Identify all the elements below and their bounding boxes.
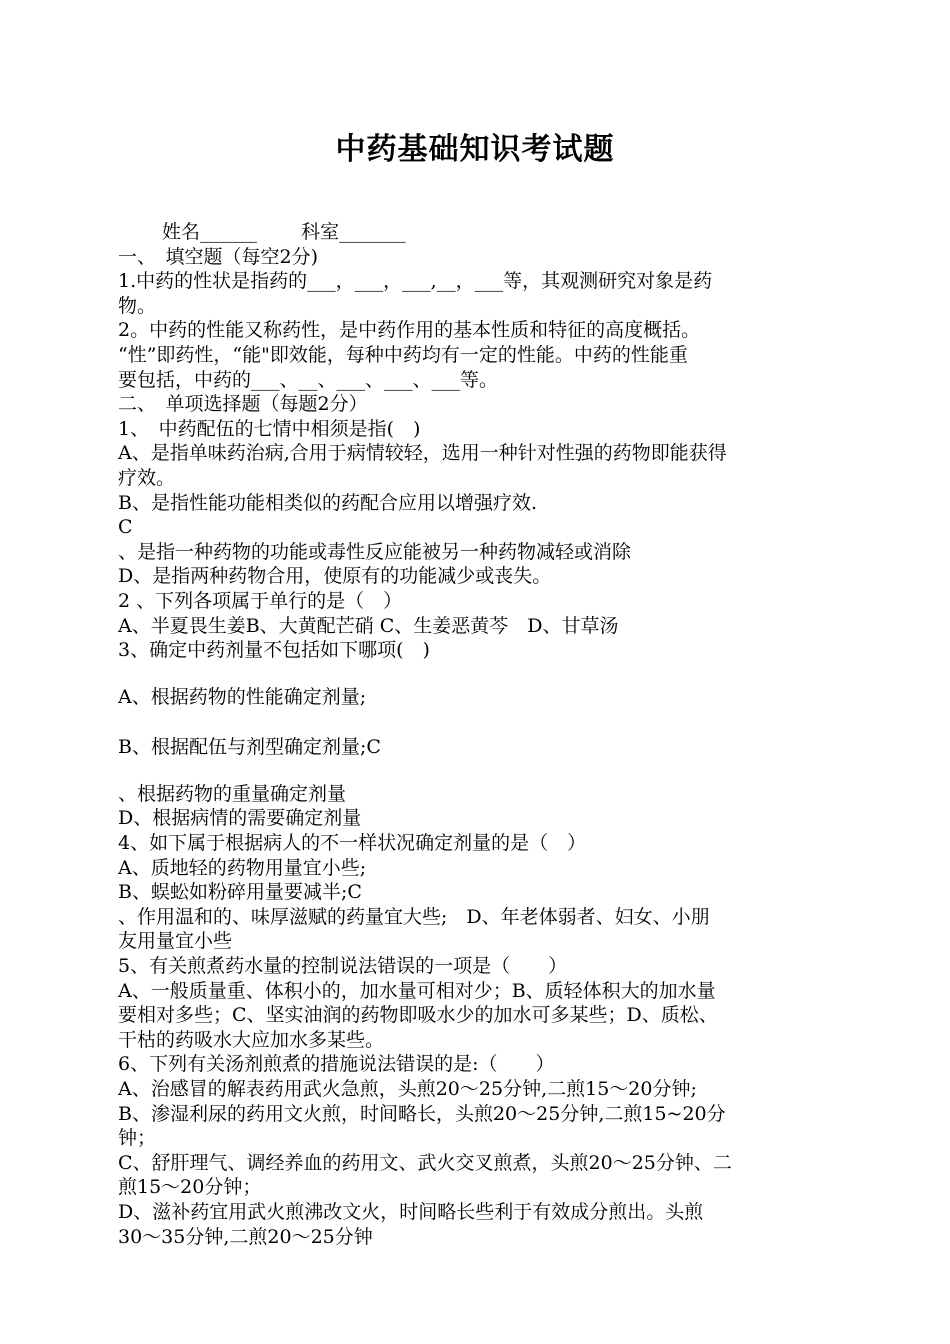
text-line: 物。 (118, 294, 157, 317)
option-line: A、质地轻的药物用量宜小些; (118, 856, 367, 879)
option-line: D、根据病情的需要确定剂量 (118, 807, 362, 830)
name-department-line: 姓名______ 科室_______ (118, 221, 406, 243)
text-line: 1.中药的性状是指药的___，___，___,__，___等，其观测研究对象是药 (118, 270, 713, 293)
option-line: 30～35分钟,二煎20～25分钟 (118, 1225, 373, 1248)
option-line: 煎15～20分钟； (118, 1176, 262, 1199)
option-line: A、根据药物的性能确定剂量; (118, 685, 367, 708)
option-line: 干枯的药吸水大应加水多某些。 (118, 1028, 385, 1051)
spacer (118, 663, 838, 685)
page-title: 中药基础知识考试题 (335, 132, 615, 167)
option-line: 、是指一种药物的功能或毒性反应能被另一种药物减轻或消除 (118, 540, 632, 563)
option-line: B、蜈蚣如粉碎用量要减半;C (118, 881, 362, 904)
option-line: B、渗湿利尿的药用文火煎，时间略长，头煎20～25分钟,二煎15~20分 (118, 1102, 726, 1125)
question-line: 2 、下列各项属于单行的是（ ） (118, 589, 403, 612)
option-line: A、半夏畏生姜B、大黄配芒硝 C、生姜恶黄芩 D、甘草汤 (118, 614, 619, 637)
option-line: D、是指两种药物合用，使原有的功能减少或丧失。 (118, 565, 552, 588)
question-line: 3、确定中药剂量不包括如下哪项( ) (118, 639, 430, 662)
option-line: 钟； (118, 1127, 157, 1150)
question-line: 5、有关煎煮药水量的控制说法错误的一项是（ ） (118, 955, 568, 978)
text-line: 2。中药的性能又称药性，是中药作用的基本性质和特征的高度概括。 (118, 319, 701, 342)
text-line: “性”即药性，“能"即效能，每种中药均有一定的性能。中药的性能重 (118, 343, 688, 366)
option-line: 要相对多些；C、坚实油润的药物即吸水少的加水可多某些；D、质松、 (118, 1004, 718, 1027)
option-line: C、舒肝理气、调经养血的药用文、武火交叉煎煮，头煎20～25分钟、二 (118, 1151, 732, 1174)
option-line: A、治感冒的解表药用武火急煎，头煎20～25分钟,二煎15～20分钟; (118, 1078, 697, 1100)
document-body (118, 220, 838, 1249)
question-line: 4、如下属于根据病人的不一样状况确定剂量的是（ ） (118, 832, 587, 855)
option-line: D、滋补药宜用武火煎沸改文火，时间略长些利于有效成分煎出。头煎 (118, 1200, 704, 1223)
option-line: B、根据配伍与剂型确定剂量;C (118, 736, 381, 759)
option-line: A、是指单味药治病,合用于病情较轻，选用一种针对性强的药物即能获得 (118, 442, 727, 465)
option-line: 疗效。 (118, 466, 176, 489)
spacer (118, 709, 838, 735)
option-line: C (118, 516, 133, 539)
question-line: 1、 中药配伍的七情中相须是指( ) (118, 417, 421, 440)
option-line: A、一般质量重、体积小的，加水量可相对少；B、质轻体积大的加水量 (118, 979, 716, 1002)
question-line: 6、下列有关汤剂煎煮的措施说法错误的是:（ ） (118, 1053, 555, 1076)
spacer (118, 760, 838, 782)
option-line: 、根据药物的重量确定剂量 (118, 782, 347, 805)
option-line: 、作用温和的、味厚滋赋的药量宜大些; D、年老体弱者、妇女、小朋 (118, 905, 710, 928)
option-line: 友用量宜小些 (118, 930, 233, 953)
section-heading-single-choice: 二、 单项选择题（每题2分） (118, 393, 368, 416)
section-heading-fill-blank: 一、 填空题（每空2分) (118, 245, 319, 268)
text-line: 要包括，中药的___、__、___、___、___等。 (118, 368, 499, 391)
option-line: B、是指性能功能相类似的药配合应用以增强疗效. (118, 491, 538, 514)
